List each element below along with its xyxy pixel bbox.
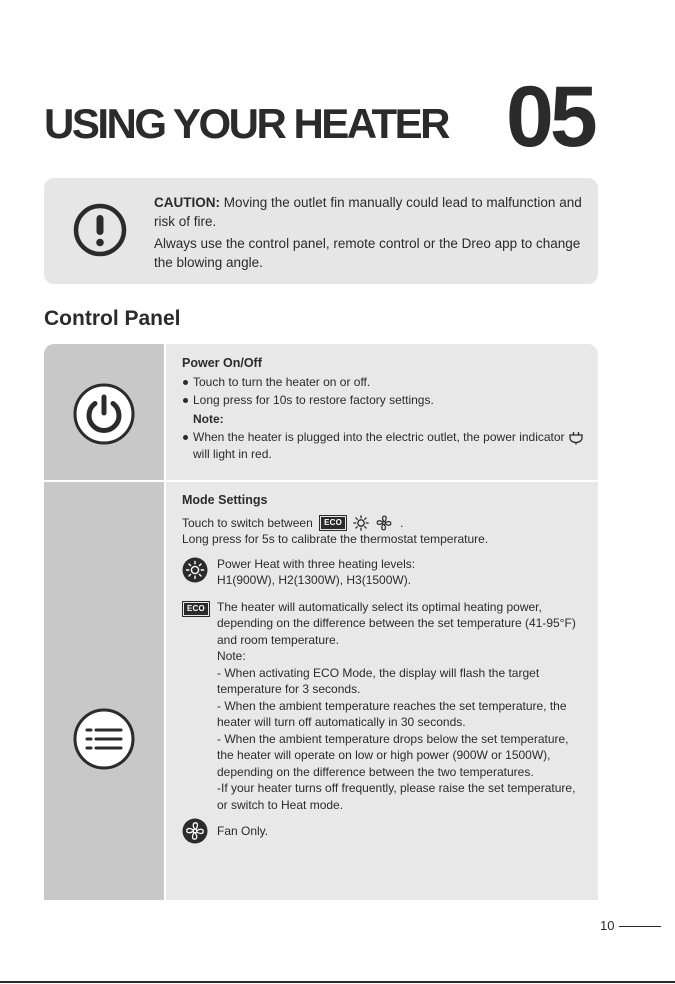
eco-note-4: -If your heater turns off frequently, please raise the set temperature, or switch to Heat mode. — [217, 781, 576, 812]
section-title: Control Panel — [44, 307, 181, 330]
heat-mode-line-2: H1(900W), H2(1300W), H3(1500W). — [217, 573, 412, 588]
power-button-icon — [73, 383, 135, 445]
caution-line-2: Always use the control panel, remote control or the Dreo app to change the blowing angle. — [154, 236, 581, 270]
mode-heading: Mode Settings — [182, 493, 268, 507]
power-bullet-1: Touch to turn the heater on or off. — [182, 374, 586, 391]
power-heading: Power On/Off — [182, 356, 262, 370]
control-panel-table — [44, 344, 598, 900]
power-bullet-3-text: When the heater is plugged into the electric outlet, the power indicator — [193, 430, 565, 444]
chapter-number: 05 — [506, 69, 594, 165]
fan-icon — [376, 515, 392, 531]
power-bullet-3 — [182, 429, 586, 462]
caution-label: CAUTION: — [154, 195, 220, 210]
power-description — [182, 355, 586, 462]
page-title: USING YOUR HEATER — [44, 100, 448, 147]
caution-box — [44, 178, 598, 284]
caution-text — [154, 193, 584, 272]
eco-badge: ECO — [184, 603, 208, 615]
page-number: 10 — [600, 918, 615, 933]
power-note-label: Note: — [193, 411, 224, 426]
column-divider — [164, 344, 166, 900]
sun-icon — [353, 515, 369, 531]
mode-touch-line — [182, 515, 586, 532]
mode-description — [182, 492, 586, 840]
mode-touch-text: Touch to switch between — [182, 515, 313, 530]
heat-mode-item — [182, 556, 586, 589]
menu-list-icon — [73, 708, 135, 770]
mode-icon-cell — [44, 482, 164, 900]
sun-icon — [182, 557, 208, 583]
eco-badge: ECO — [321, 517, 345, 529]
eco-mode-item — [182, 599, 586, 814]
caution-line-1-text: Moving the outlet fin manually could lead to malfunction and risk of fire. — [154, 195, 582, 229]
exclamation-circle-icon — [72, 202, 128, 258]
plug-icon — [568, 431, 584, 445]
power-bullet-2: Long press for 10s to restore factory settings. — [182, 392, 586, 409]
row-divider — [44, 480, 598, 482]
heat-mode-line-1: Power Heat with three heating levels: — [217, 556, 416, 571]
eco-note-label: Note: — [217, 649, 246, 664]
fan-mode-text: Fan Only. — [217, 824, 269, 839]
bottom-rule — [0, 981, 675, 983]
page-number-rule — [619, 926, 661, 927]
fan-mode-item — [182, 823, 586, 840]
eco-mode-text: The heater will automatically select its optimal heating power, depending on the difference between the set temperature (41-95°F) and room temperature. — [217, 599, 576, 647]
mode-touch-end: . — [400, 515, 404, 530]
eco-note-3: - When the ambient temperature drops below the set temperature, the heater will operate on low or high power (900W or 1500W), depending on the difference between the two temperatures. — [217, 731, 569, 779]
fan-icon — [182, 818, 208, 844]
eco-note-2: - When the ambient temperature reaches the set temperature, the heater will turn off automatically in 30 seconds. — [217, 698, 567, 730]
power-bullet-3-end: will light in red. — [193, 446, 272, 461]
caution-line-1 — [154, 193, 584, 231]
mode-long-press: Long press for 5s to calibrate the thermostat temperature. — [182, 532, 489, 547]
eco-note-1: - When activating ECO Mode, the display will flash the target temperature for 3 seconds. — [217, 665, 540, 697]
